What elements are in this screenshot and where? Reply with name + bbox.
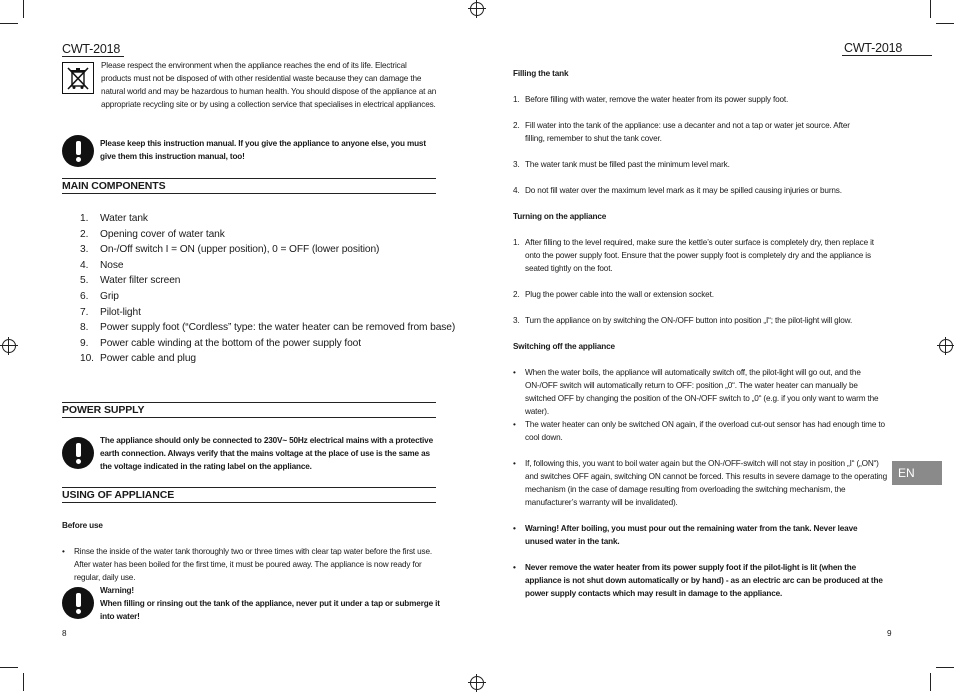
switching-off-item: When the water boils, the appliance will automatically switch off, the pilot-light will go out, and the ON-/OFF switch will automatically return to OFF: position „0“. The water heater can manually be switched OFF by changing the position of the ON-/OFF switch to „0“ (e.g. if you only want to warm the water). xyxy=(525,368,879,416)
warning-exclamation-icon xyxy=(62,135,94,167)
warning-exclamation-icon xyxy=(62,437,94,469)
power-supply-warning: The appliance should only be connected to 230V~ 50Hz electrical mains with a protective earth connection. Always verify that the mains voltage at the place of use is the same as the voltage indicated in the rating label on the appliance. xyxy=(100,436,433,471)
step-number: 4. xyxy=(513,186,520,195)
list-item: 6. Grip xyxy=(80,290,119,302)
list-item: 9. Power cable winding at the bottom of the power supply foot xyxy=(80,337,361,349)
crop-mark xyxy=(0,23,18,24)
step-number: 2. xyxy=(513,290,520,299)
filling-step: Do not fill water over the maximum level mark as it may be spilled causing injuries or burns. xyxy=(525,186,842,195)
step-number: 2. xyxy=(513,121,520,130)
bullet-marker: • xyxy=(513,420,516,429)
step-number: 3. xyxy=(513,160,520,169)
list-item: 3. On-/Off switch I = ON (upper position), 0 = OFF (lower position) xyxy=(80,244,380,256)
bullet-marker: • xyxy=(513,524,516,533)
step-number: 3. xyxy=(513,316,520,325)
environment-text: Please respect the environment when the appliance reaches the end of its life. Electrical products must not be disposed of with other residential waste because they can damage the natural world and may be hazardous to human health. You should dispose of the appliance at an appropriate recycling site or by using a collection service that specialises in electrical appliances. xyxy=(101,61,437,109)
crop-mark xyxy=(23,0,24,18)
model-header-right: CWT-2018 xyxy=(842,41,932,56)
section-heading-main-components: MAIN COMPONENTS xyxy=(62,178,436,194)
warning-text: When filling or rinsing out the tank of the appliance, never put it under a tap or submerge it into water! xyxy=(100,599,440,621)
list-item: 7. Pilot-light xyxy=(80,306,141,318)
step-number: 1. xyxy=(513,95,520,104)
warning-item: Warning! After boiling, you must pour out the remaining water from the tank. Never leave unused water in the tank. xyxy=(525,524,858,546)
step-number: 1. xyxy=(513,238,520,247)
registration-mark-icon xyxy=(470,2,484,16)
warning-title: Warning! xyxy=(100,586,134,595)
language-tab: EN xyxy=(892,461,942,485)
turning-on-step: After filling to the level required, make sure the kettle’s outer surface is completely dry, then replace it onto the power supply foot. Ensure that the power supply foot is completely dry and the appliance is seated tightly on the foot. xyxy=(525,238,874,273)
crop-mark xyxy=(936,667,954,668)
filling-step: Fill water into the tank of the appliance: use a decanter and not a tap or water jet source. After filling, remember to shut the tank cover. xyxy=(525,121,850,143)
list-item: 4. Nose xyxy=(80,259,124,271)
before-use-heading: Before use xyxy=(62,521,103,530)
warning-item: Never remove the water heater from its power supply foot if the pilot-light is lit (when the appliance is not shut down automatically or by hand) - as an electric arc can be produced at the power supply contacts which may result in damage to the appliance. xyxy=(525,563,883,598)
turning-on-step: Turn the appliance on by switching the ON-/OFF button into position „I“; the pilot-light will glow. xyxy=(525,316,853,325)
bullet-marker: • xyxy=(513,368,516,377)
filling-step: The water tank must be filled past the minimum level mark. xyxy=(525,160,730,169)
turning-on-heading: Turning on the appliance xyxy=(513,212,607,221)
keep-manual-notice: Please keep this instruction manual. If you give the appliance to anyone else, you must give them this instruction manual, too! xyxy=(100,139,426,161)
list-item: 5. Water filter screen xyxy=(80,275,181,287)
list-item: 8. Power supply foot (“Cordless” type: the water heater can be removed from base) xyxy=(80,322,456,334)
list-item: 1. Water tank xyxy=(80,213,148,224)
before-use-text: Rinse the inside of the water tank thoroughly two or three times with clear tap water before the first use. After water has been boiled for the first time, it must be poured away. The appliance is now ready for regular, daily use. xyxy=(74,547,433,582)
section-heading-power-supply: POWER SUPPLY xyxy=(62,402,436,418)
turning-on-step: Plug the power cable into the wall or extension socket. xyxy=(525,290,714,299)
bullet-marker: • xyxy=(62,547,65,556)
bullet-marker: • xyxy=(513,563,516,572)
weee-bin-icon xyxy=(62,62,94,94)
switching-off-heading: Switching off the appliance xyxy=(513,342,615,351)
registration-mark-icon xyxy=(470,676,484,690)
section-heading-using-appliance: USING OF APPLIANCE xyxy=(62,487,436,503)
list-item: 2. Opening cover of water tank xyxy=(80,228,225,240)
list-item: 10. Power cable and plug xyxy=(80,353,196,365)
crop-mark xyxy=(936,23,954,24)
filling-step: Before filling with water, remove the water heater from its power supply foot. xyxy=(525,95,789,104)
filling-heading: Filling the tank xyxy=(513,69,569,78)
page-number-left: 8 xyxy=(62,629,67,638)
model-header-left: CWT-2018 xyxy=(62,42,124,57)
crop-mark xyxy=(930,673,931,691)
bullet-marker: • xyxy=(513,459,516,468)
crop-mark xyxy=(0,667,18,668)
registration-mark-icon xyxy=(2,339,16,353)
switching-off-item: If, following this, you want to boil water again but the ON-/OFF-switch will not stay in position „I“ („ON“) and switches OFF again, switching ON cannot be forced. This results in severe damage to the operating mechanism (in the case of damage resulting from overloading the switching mechanism, the manufacturer’s warranty will be invalidated). xyxy=(525,459,887,507)
crop-mark xyxy=(23,673,24,691)
registration-mark-icon xyxy=(939,339,953,353)
page-number-right: 9 xyxy=(887,629,892,638)
components-list xyxy=(80,211,455,367)
crop-mark xyxy=(930,0,931,18)
switching-off-item: The water heater can only be switched ON again, if the overload cut-out sensor has had enough time to cool down. xyxy=(525,420,885,442)
warning-exclamation-icon xyxy=(62,587,94,619)
